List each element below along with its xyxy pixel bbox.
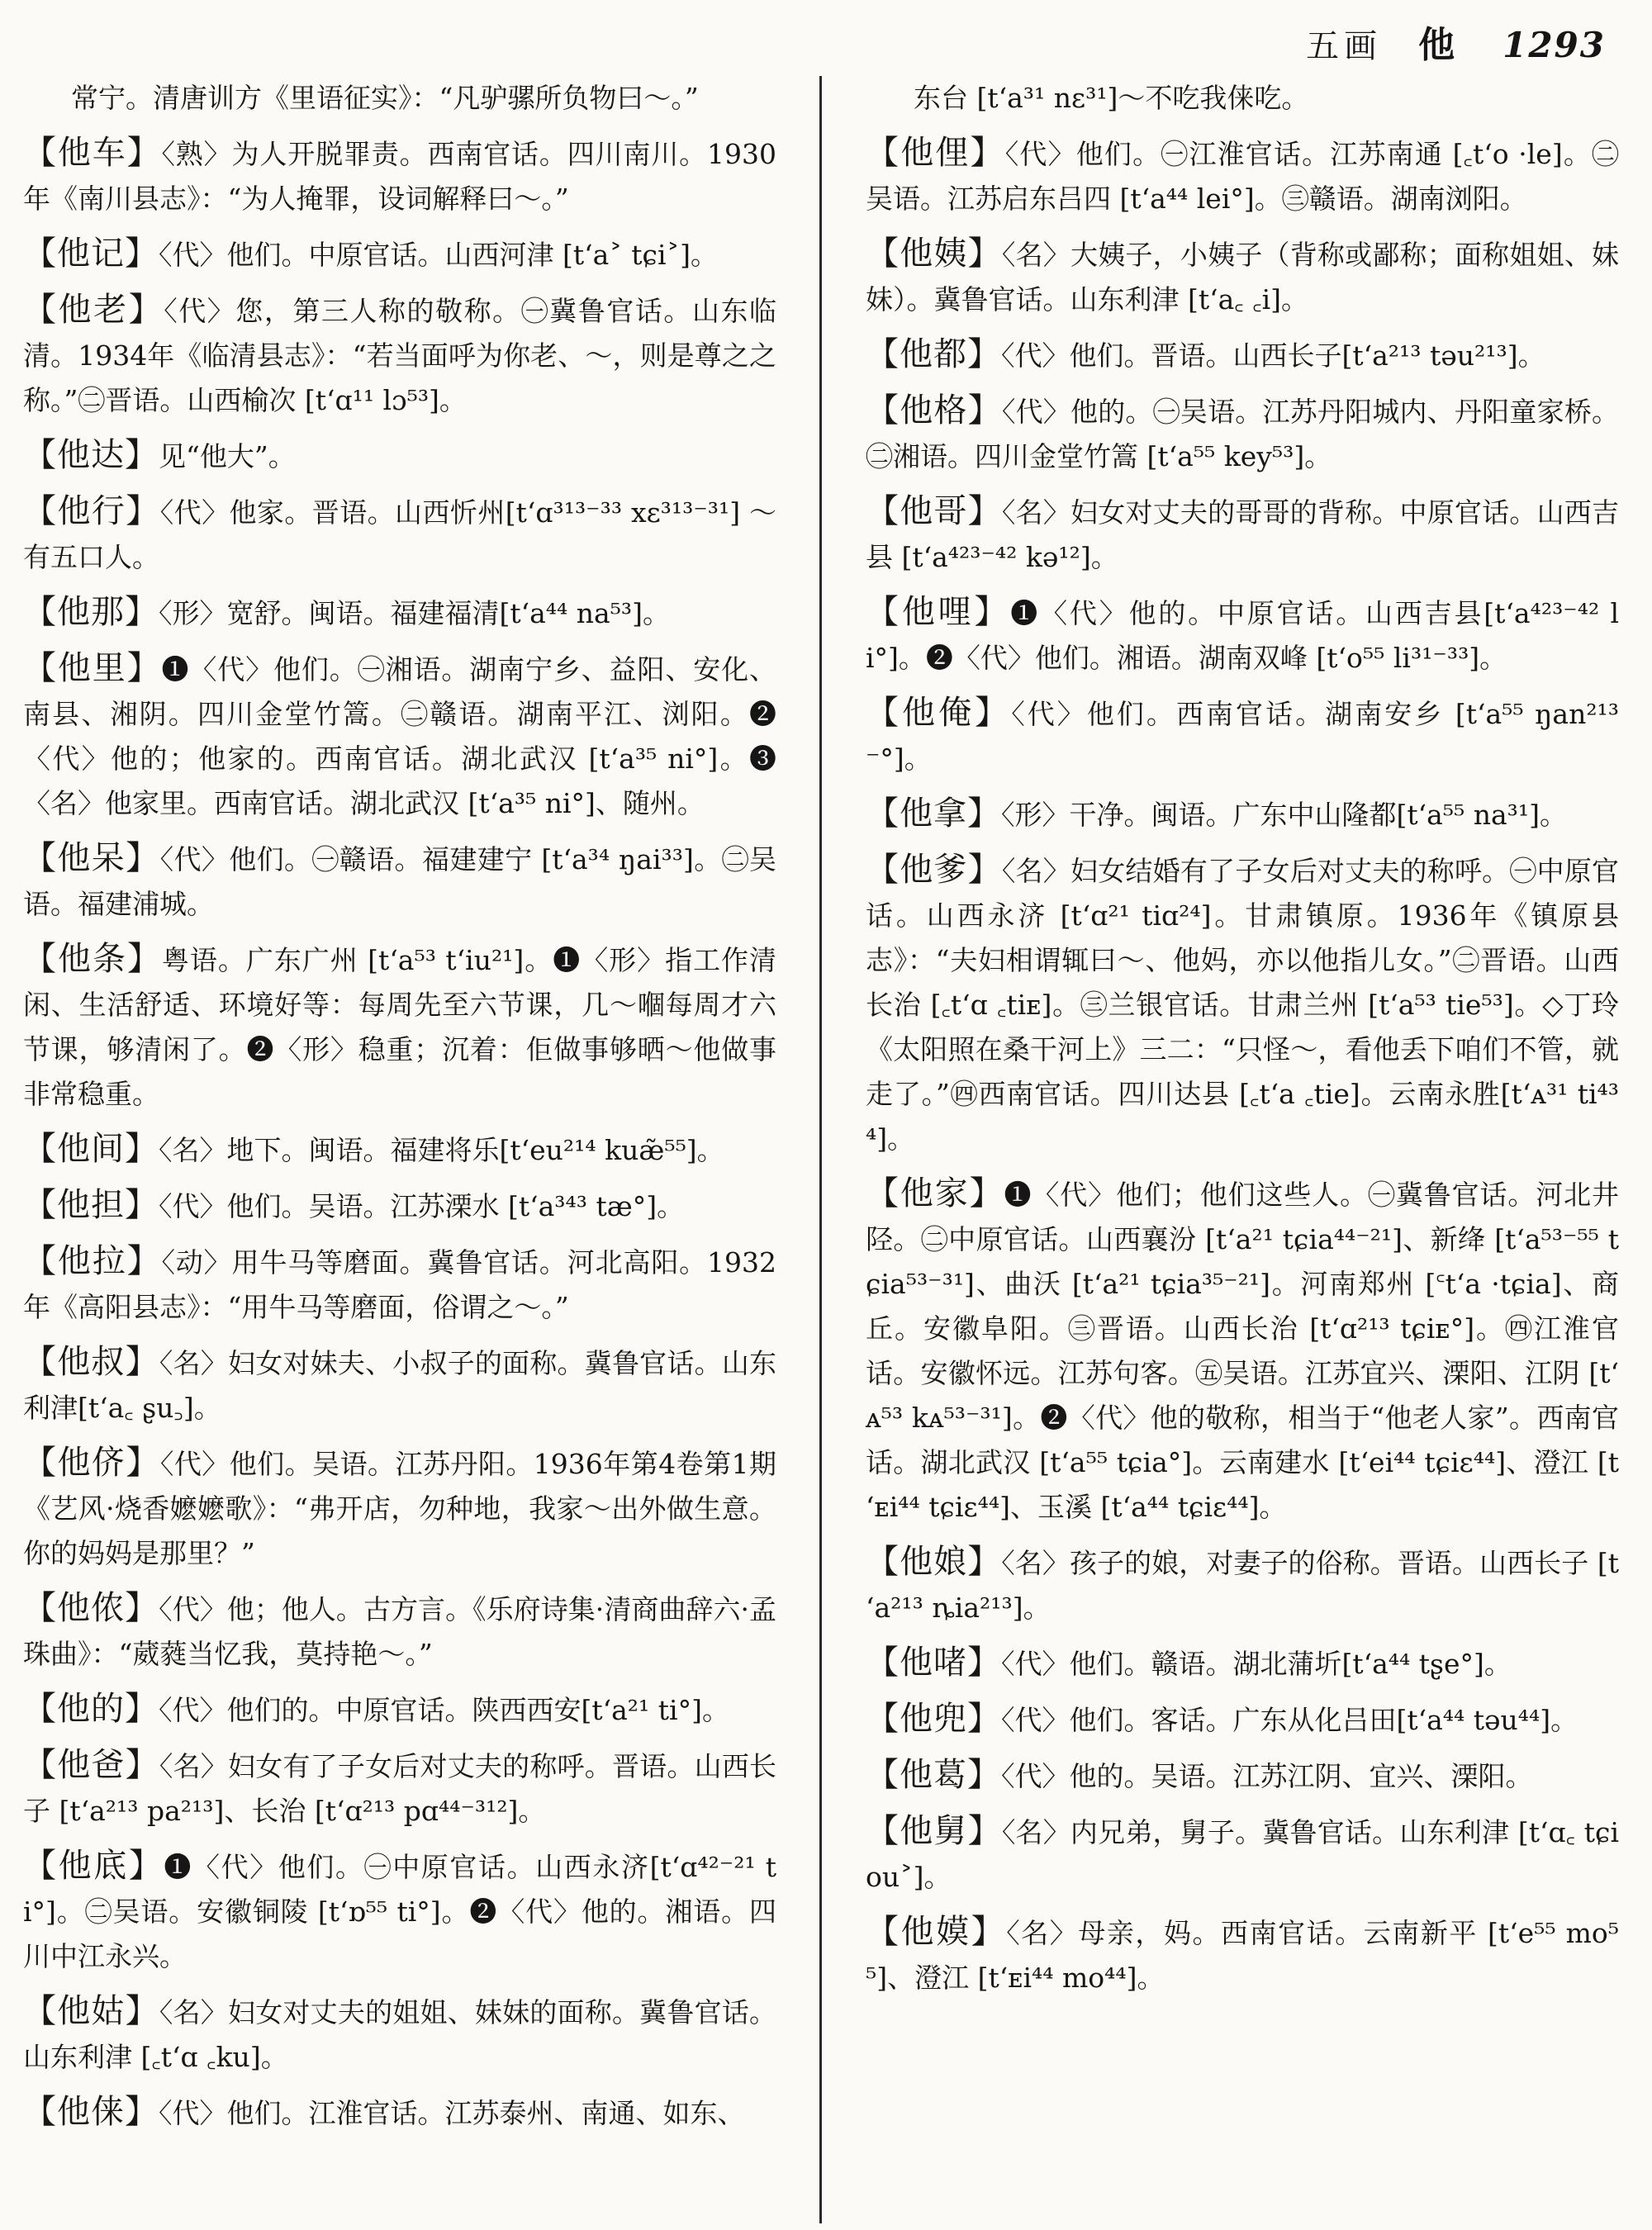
dictionary-entry <box>23 1239 776 1330</box>
entry-definition: 〈熟〉为人开脱罪责。西南官话。四川南川。1930年《南川县志》：“为人掩罪，设词解释曰～。” <box>23 138 777 215</box>
dictionary-entry <box>23 1127 776 1173</box>
dictionary-entry <box>23 433 776 479</box>
entry-headword: 【 他车 】 <box>23 134 161 172</box>
page-number: 1293 <box>1502 25 1606 65</box>
dictionary-entry <box>866 690 1619 781</box>
entry-definition: 〈动〉用牛马等磨面。冀鲁官话。河北高阳。1932年《高阳县志》：“用牛马等磨面，俗谓之～。” <box>23 1246 777 1323</box>
entry-headword: 【 他爹 】 <box>866 851 1002 889</box>
entry-definition: 〈代〉他们。西南官话。湖南安乡 [tʻa⁵⁵ ŋan²¹³⁻°]。 <box>866 698 1620 775</box>
entry-definition: 〈代〉他们。中原官话。山西河津 [tʻa˃ tɕi˃]。 <box>159 239 718 271</box>
entry-definition: ❶〈代〉他的。中原官话。山西吉县[tʻa⁴²³⁻⁴² li°]。❷〈代〉他们。湘语。湖南双峰 [tʻo⁵⁵ li³¹⁻³³]。 <box>866 597 1620 674</box>
entry-definition: 〈代〉他们。㊀江淮官话。江苏南通 [꜀tʻo ·le]。㊁吴语。江苏启东吕四 [tʻa⁴⁴ lei°]。㊂赣语。湖南浏阳。 <box>866 138 1620 215</box>
dictionary-entry <box>866 388 1619 479</box>
dictionary-entry <box>23 646 776 826</box>
entry-headword: 【 他老 】 <box>23 291 164 329</box>
entry-definition: 粤语。广东广州 [tʻa⁵³ tʻiu²¹]。❶〈形〉指工作清闲、生活舒适、环境好等：每周先至六节课，几～嗰每周才六节课，够清闲了。❷〈形〉稳重；沉着：佢做事够晒～他做事非常稳重。 <box>23 944 777 1110</box>
entry-headword: 【 他葛 】 <box>866 1756 1001 1794</box>
entry-definition: 〈名〉妇女对妹夫、小叔子的面称。冀鲁官话。山东利津[tʻa꜀ ʂu꜆]。 <box>23 1347 777 1424</box>
entry-headword: 【 他格 】 <box>866 391 1002 429</box>
dictionary-entry <box>23 489 776 580</box>
entry-headword: 【 他俚 】 <box>866 134 1005 172</box>
dictionary-entry <box>23 130 776 221</box>
entry-definition: 〈名〉地下。闽语。福建将乐[tʻeu²¹⁴ kuæ̃⁵⁵]。 <box>159 1134 724 1166</box>
entry-definition: ❶〈代〉他们；他们这些人。㊀冀鲁官话。河北井陉。㊁中原官话。山西襄汾 [tʻa²¹ tɕia⁴⁴⁻²¹]、新绛 [tʻa⁵³⁻⁵⁵ tɕia⁵³⁻³¹]、曲沃 [tʻa²¹ tɕia³⁵⁻²¹]。河南郑州 [꜂tʻa ·tɕia]、商丘。安徽阜阳。㊂晋语。山西长治 [tʻɑ²¹³ tɕiᴇ°]。㊃江淮官话。安徽怀远。江苏句客。㊄吴语。江苏宜兴、溧阳、江阴 [tʻᴀ⁵³ kᴀ⁵³⁻³¹]。❷〈代〉他的敬称，相当于“他老人家”。西南官话。湖北武汉 [tʻa⁵⁵ tɕia°]。云南建水 [tʻei⁴⁴ tɕiɛ⁴⁴]、澄江 [tʻᴇi⁴⁴ tɕiɛ⁴⁴]、玉溪 [tʻa⁴⁴ tɕiɛ⁴⁴]。 <box>866 1179 1620 1523</box>
dictionary-entry <box>23 1586 776 1677</box>
dictionary-entry <box>23 1183 776 1229</box>
dictionary-entry <box>866 847 1619 1161</box>
dictionary-entry <box>23 1340 776 1431</box>
entry-definition: ❶〈代〉他们。㊀中原官话。山西永济[tʻɑ⁴²⁻²¹ ti°]。㊁吴语。安徽铜陵 [tʻɒ⁵⁵ ti°]。❷〈代〉他的。湘语。四川中江永兴。 <box>23 1851 777 1972</box>
entry-definition: 〈名〉母亲，妈。西南官话。云南新平 [tʻe⁵⁵ mo⁵⁵]、澄江 [tʻᴇi⁴⁴ mo⁴⁴]。 <box>866 1917 1620 1994</box>
entry-headword: 【 他兜 】 <box>866 1700 1001 1738</box>
entry-definition: 〈名〉妇女对丈夫的哥哥的背称。中原官话。山西吉县 [tʻa⁴²³⁻⁴² kə¹²]。 <box>866 496 1620 573</box>
entry-headword: 【 他嫫 】 <box>866 1913 1006 1951</box>
entry-headword: 【 他记 】 <box>23 235 159 273</box>
dictionary-entry <box>866 1640 1619 1687</box>
dictionary-entry <box>23 2090 776 2136</box>
entry-headword: 【 他姨 】 <box>866 235 1002 273</box>
entry-headword: 【 他啫 】 <box>866 1644 1001 1682</box>
entry-definition: 〈名〉内兄弟，舅子。冀鲁官话。山东利津 [tʻɑ꜀ tɕiou˃]。 <box>866 1816 1619 1893</box>
dictionary-entry <box>23 1743 776 1834</box>
entry-definition: 〈名〉妇女结婚有了子女后对丈夫的称呼。㊀中原官话。山西永济 [tʻɑ²¹ tiɑ²⁴]。甘肃镇原。1936年《镇原县志》：“夫妇相谓辄曰～、他妈，亦以他指儿女。”㊁晋语。山西长治 [꜀tʻɑ ꜀tiᴇ]。㊂兰银官话。甘肃兰州 [tʻa⁵³ tie⁵³]。◇丁玲《太阳照在桑干河上》三二：“只怪～，看他丢下咱们不管，就走了。”㊃西南官话。四川达县 [꜀tʻa ꜀tie]。云南永胜[tʻᴀ³¹ ti⁴³⁴]。 <box>866 855 1620 1155</box>
dictionary-entry <box>866 1910 1619 2000</box>
page-header <box>1306 15 1606 66</box>
entry-definition: 〈名〉孩子的娘，对妻子的俗称。晋语。山西长子 [tʻa²¹³ ȵia²¹³]。 <box>866 1547 1620 1624</box>
entry-definition: 见“他大”。 <box>159 440 296 472</box>
entry-headword: 【 他间 】 <box>23 1130 159 1168</box>
column-divider <box>819 76 822 2223</box>
left-column <box>23 76 776 2146</box>
entry-definition: 〈代〉他们。吴语。江苏溧水 [tʻa³⁴³ tæ°]。 <box>159 1190 685 1222</box>
right-column <box>866 76 1619 2010</box>
entry-headword: 【 他都 】 <box>866 335 1001 373</box>
dictionary-entry <box>23 1989 776 2080</box>
entry-headword: 【 他俫 】 <box>23 2093 159 2131</box>
entry-headword: 【 他哥 】 <box>866 492 1002 530</box>
dictionary-entry <box>866 332 1619 378</box>
header-character: 他 <box>1418 24 1455 66</box>
entry-headword: 【 他叔 】 <box>23 1343 159 1381</box>
dictionary-entry <box>23 836 776 927</box>
dictionary-entry <box>866 791 1619 837</box>
dictionary-entry <box>23 590 776 636</box>
entry-definition: 〈形〉宽舒。闽语。福建福清[tʻa⁴⁴ na⁵³]。 <box>159 597 671 629</box>
dictionary-entry <box>23 1687 776 1733</box>
dictionary-entry <box>866 1809 1619 1900</box>
dictionary-entry <box>866 590 1619 681</box>
entry-headword: 【 他姑 】 <box>23 1992 159 2030</box>
entry-headword: 【 他家 】 <box>866 1174 1004 1212</box>
entry-definition: 〈代〉您，第三人称的敬称。㊀冀鲁官话。山东临清。1934年《临清县志》：“若当面呼为你老、～，则是尊之之称。”㊁晋语。山西榆次 [tʻɑ¹¹ lɔ⁵³]。 <box>23 295 777 416</box>
entry-headword: 【 他里 】 <box>23 649 162 687</box>
entry-headword: 【 他侪 】 <box>23 1444 160 1482</box>
dictionary-entry <box>23 1843 776 1979</box>
dictionary-entry <box>23 1440 776 1576</box>
entry-headword: 【 他俺 】 <box>866 694 1011 732</box>
entry-definition: 〈代〉他的。㊀吴语。江苏丹阳城内、丹阳童家桥。㊁湘语。四川金堂竹篙 [tʻa⁵⁵ key⁵³]。 <box>866 396 1620 472</box>
entry-definition: 〈代〉他们。㊀赣语。福建建宁 [tʻa³⁴ ŋai³³]。㊁吴语。福建浦城。 <box>23 843 776 920</box>
entry-headword: 【 他担 】 <box>23 1186 159 1224</box>
dictionary-entry <box>866 489 1619 580</box>
entry-headword: 【 他娘 】 <box>866 1543 1001 1581</box>
entry-headword: 【 他爸 】 <box>23 1746 159 1784</box>
dictionary-entry <box>23 231 776 278</box>
dictionary-entry <box>23 76 776 121</box>
entry-definition: 〈形〉干净。闽语。广东中山隆都[tʻa⁵⁵ na³¹]。 <box>1001 799 1568 831</box>
dictionary-entry <box>866 1753 1619 1799</box>
entry-definition: 〈代〉他们。客话。广东从化吕田[tʻa⁴⁴ təu⁴⁴]。 <box>1001 1704 1578 1736</box>
dictionary-entry <box>866 1171 1619 1530</box>
entry-headword: 【 他那 】 <box>23 593 159 631</box>
dictionary-entry <box>866 231 1619 322</box>
dictionary-entry <box>23 287 776 423</box>
entry-headword: 【 他的 】 <box>23 1690 159 1728</box>
entry-definition: 〈名〉妇女有了子女后对丈夫的称呼。晋语。山西长子 [tʻa²¹³ pa²¹³]、长治 [tʻɑ²¹³ pɑ⁴⁴⁻³¹²]。 <box>23 1750 777 1827</box>
entry-definition: 〈代〉他们。江淮官话。江苏泰州、南通、如东、 <box>159 2097 745 2129</box>
entry-definition: 〈代〉他们。赣语。湖北蒲圻[tʻa⁴⁴ tʂe°]。 <box>1001 1648 1512 1680</box>
entry-definition: 东台 [tʻa³¹ nɛ³¹]～不吃我俫吃。 <box>914 82 1309 114</box>
entry-definition: 〈代〉他们。晋语。山西长子[tʻa²¹³ təu²¹³]。 <box>1001 339 1545 372</box>
dictionary-entry <box>866 130 1619 221</box>
entry-definition: 〈代〉他家。晋语。山西忻州[tʻɑ³¹³⁻³³ xɛ³¹³⁻³¹] ～有五口人。 <box>23 496 777 573</box>
entry-headword: 【 他达 】 <box>23 436 159 474</box>
entry-headword: 【 他条 】 <box>23 940 162 978</box>
dictionary-entry <box>866 76 1619 121</box>
entry-headword: 【 他侬 】 <box>23 1589 159 1627</box>
header-section: 五画 <box>1306 27 1383 65</box>
dictionary-entry <box>866 1540 1619 1630</box>
entry-definition: 〈代〉他的。吴语。江苏江阴、宜兴、溧阳。 <box>1001 1760 1533 1792</box>
entry-definition: 常宁。清唐训方《里语征实》：“凡驴骡所负物曰～。” <box>71 82 699 114</box>
entry-definition: 〈名〉大姨子，小姨子（背称或鄙称；面称姐姐、妹妹）。冀鲁官话。山东利津 [tʻa꜀ ꜀i]。 <box>866 239 1620 316</box>
entry-headword: 【 他行 】 <box>23 492 160 530</box>
entry-definition: 〈代〉他们的。中原官话。陕西西安[tʻa²¹ ti°]。 <box>159 1694 729 1726</box>
entry-definition: 〈名〉妇女对丈夫的姐姐、妹妹的面称。冀鲁官话。山东利津 [꜀tʻɑ ꜀ku]。 <box>23 1996 777 2073</box>
dictionary-entry <box>23 937 776 1117</box>
entry-headword: 【 他舅 】 <box>866 1812 1002 1850</box>
dictionary-entry <box>866 1696 1619 1743</box>
entry-headword: 【 他呆 】 <box>23 839 160 877</box>
entry-headword: 【 他拉 】 <box>23 1242 161 1280</box>
entry-definition: ❶〈代〉他们。㊀湘语。湖南宁乡、益阳、安化、南县、湘阴。四川金堂竹篙。㊁赣语。湖南平江、浏阳。❷〈代〉他的；他家的。西南官话。湖北武汉 [tʻa³⁵ ni°]。❸〈名〉他家里。西南官话。湖北武汉 [tʻa³⁵ ni°]、随州。 <box>23 653 777 819</box>
entry-definition: 〈代〉他；他人。古方言。《乐府诗集·清商曲辞六·孟珠曲》：“葳蕤当忆我，莫持艳～。” <box>23 1593 777 1670</box>
entry-headword: 【 他哩 】 <box>866 593 1010 631</box>
entry-headword: 【 他底 】 <box>23 1847 164 1885</box>
entry-definition: 〈代〉他们。吴语。江苏丹阳。1936年第4卷第1期《艺风·烧香嬷嬷歌》：“弗开店，勿种地，我家～出外做生意。你的妈妈是那里？” <box>23 1448 777 1569</box>
entry-headword: 【 他拿 】 <box>866 795 1001 833</box>
